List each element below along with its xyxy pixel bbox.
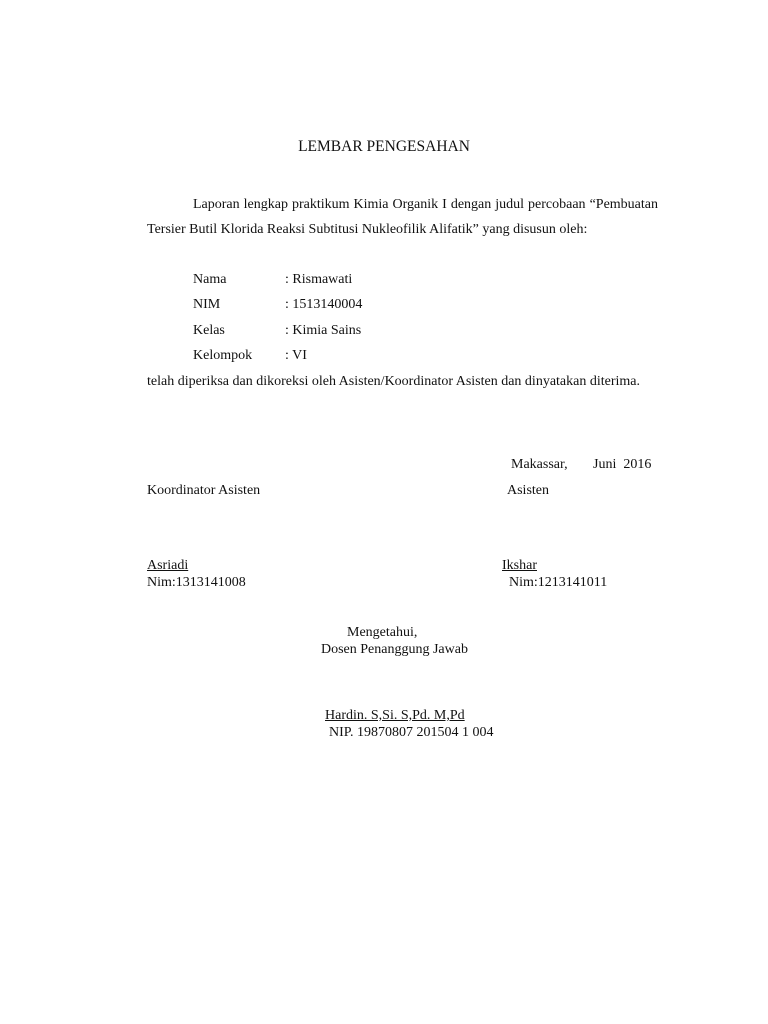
field-value-nama: : Rismawati <box>285 272 353 287</box>
field-value-nim: : 1513140004 <box>285 297 363 312</box>
assistant-name: Ikshar <box>502 558 537 573</box>
coordinator-role: Koordinator Asisten <box>147 483 261 498</box>
date: Juni 2016 <box>593 457 652 472</box>
lecturer-name: Hardin. S,Si. S,Pd. M,Pd <box>325 708 465 723</box>
assistant-id: Nim:1213141011 <box>509 575 608 590</box>
intro-text: Laporan lengkap praktikum Kimia Organik I dengan judul percobaan “Pembuatan Tersier Butil Klorida Reaksi Subtitusi Nukleofilik Alifatik” yang disusun oleh: <box>147 197 658 237</box>
field-value-kelas: : Kimia Sains <box>285 323 362 338</box>
assistant-role: Asisten <box>507 483 549 498</box>
field-label-nama: Nama <box>193 272 227 287</box>
coordinator-name: Asriadi <box>147 558 189 573</box>
closing-paragraph <box>147 374 658 390</box>
coordinator-id: Nim:1313141008 <box>147 575 246 590</box>
field-label-nim: NIM <box>193 297 221 312</box>
page-title: LEMBAR PENGESAHAN <box>298 138 470 155</box>
acknowledged-label: Mengetahui, <box>347 625 418 640</box>
field-label-kelas: Kelas <box>193 323 225 338</box>
lecturer-role: Dosen Penanggung Jawab <box>321 642 468 657</box>
lecturer-nip: NIP. 19870807 201504 1 004 <box>329 725 494 740</box>
place: Makassar, <box>511 457 568 472</box>
closing-text: telah diperiksa dan dikoreksi oleh Asisten/Koordinator Asisten dan dinyatakan diterima. <box>147 374 641 389</box>
intro-paragraph <box>147 192 658 242</box>
field-value-kelompok: : VI <box>285 348 307 363</box>
field-label-kelompok: Kelompok <box>193 348 253 363</box>
